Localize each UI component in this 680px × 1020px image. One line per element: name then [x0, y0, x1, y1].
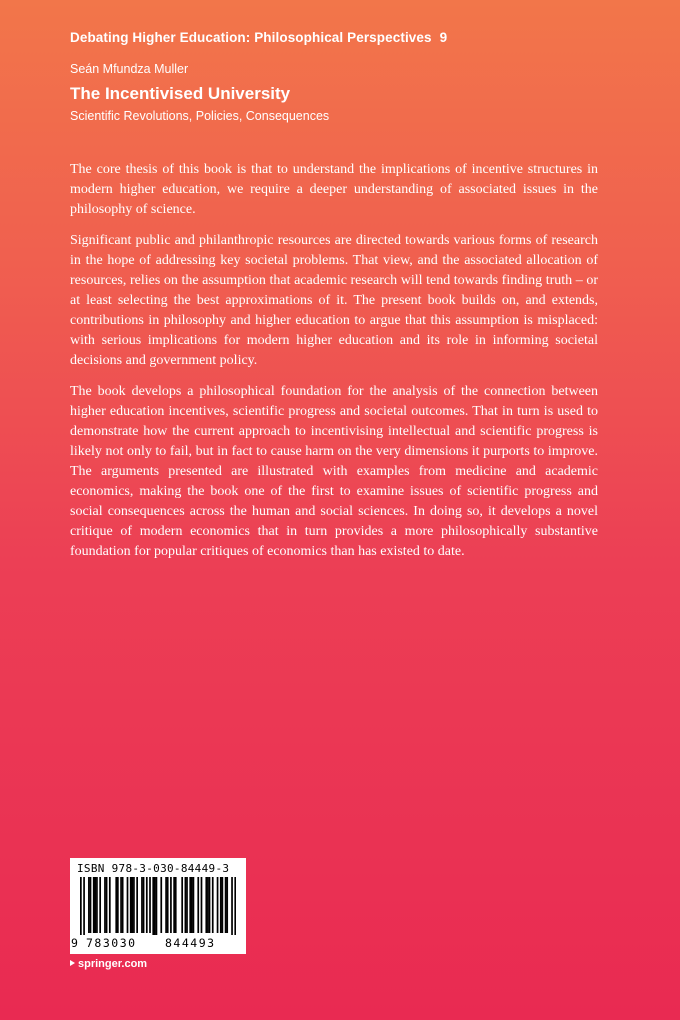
- barcode-bar: [152, 877, 154, 935]
- barcode-bar: [88, 877, 90, 933]
- barcode-bar: [94, 877, 96, 933]
- barcode-bar: [173, 877, 175, 933]
- arrow-right-icon: [70, 960, 75, 966]
- barcode-bar: [220, 877, 222, 933]
- blurb-paragraph-2: Significant public and philanthropic resources are directed towards various forms of research in the hope of addressing key societal problems. That view, and the associated allocation of resources, relies on the assumption that academic research will tend towards finding truth – or at least selecting the best approximations of it. The present book builds on, and extends, contributions in philosophy and higher education to argue that this assumption is misplaced: with serious implications for modern higher education and its role in informing societal decisions and government policy.: [70, 233, 598, 368]
- barcode-bar: [143, 877, 145, 933]
- barcode-bar: [106, 877, 108, 933]
- barcode-bar: [160, 877, 162, 933]
- publisher-url[interactable]: springer.com: [78, 958, 148, 970]
- author-name: Seán Mfundza Muller: [70, 62, 189, 76]
- barcode-bar: [141, 877, 143, 933]
- barcode-bar: [170, 877, 172, 933]
- barcode-bar: [117, 877, 119, 933]
- blurb-paragraph-3: The book develops a philosophical foundation for the analysis of the connection between higher education incentives, scientific progress and societal outcomes. That in turn is used to demonstrate how the current approach to incentivising intellectual and scientific progress is likely not only to fail, but in fact to cause harm on the very dimensions it purports to improve. The arguments presented are illustrated with examples from medicine and academic economics, making the book one of the first to examine issues of scientific progress and social consequences across the human and social sciences. In doing so, it develops a novel critique of modern economics that in turn provides a more philosophically substantive foundation for popular critiques of economics than has existed to date.: [70, 384, 598, 559]
- barcode-bar: [127, 877, 129, 933]
- series-title: [70, 30, 447, 45]
- barcode-bar: [99, 877, 101, 933]
- barcode-bar: [212, 877, 214, 933]
- barcode-bar: [193, 877, 195, 933]
- ean-right-digits: 844493: [165, 936, 216, 950]
- barcode-bar: [165, 877, 167, 933]
- barcode-bar: [80, 877, 82, 935]
- barcode-bar: [205, 877, 207, 933]
- barcode-bar: [131, 877, 133, 933]
- ean-first-digit: 9: [71, 936, 78, 950]
- barcode-bar: [96, 877, 98, 933]
- barcode-bar: [185, 877, 187, 933]
- isbn-barcode: [70, 858, 246, 954]
- barcode-bar: [133, 877, 135, 933]
- barcode-bar: [207, 877, 209, 933]
- barcode-bar: [83, 877, 85, 935]
- barcode-bar: [120, 877, 122, 933]
- barcode-bar: [181, 877, 183, 933]
- barcode-bar: [90, 877, 92, 933]
- barcode-bar: [154, 877, 156, 935]
- barcode-bar: [104, 877, 106, 933]
- barcode-bar: [136, 877, 138, 933]
- barcode-bar: [191, 877, 193, 933]
- barcode-bar: [93, 877, 95, 933]
- book-title: The Incentivised University: [70, 84, 291, 103]
- barcode-bar: [156, 877, 158, 935]
- barcode-bar: [109, 877, 111, 933]
- blurb-paragraph-1: The core thesis of this book is that to understand the implications of incentive structures in modern higher education, we require a deeper understanding of associated issues in the philosophy of science.: [70, 162, 598, 217]
- blurb-text: [70, 160, 598, 573]
- barcode-bar: [217, 877, 219, 933]
- isbn-label: ISBN 978-3-030-84449-3: [77, 862, 230, 875]
- ean-left-digits: 783030: [86, 936, 137, 950]
- barcode-bar: [209, 877, 211, 933]
- series-name: Debating Higher Education: Philosophical Perspectives: [70, 30, 432, 45]
- barcode-bar: [197, 877, 199, 933]
- barcode-bar: [225, 877, 227, 933]
- barcode-bar: [146, 877, 148, 933]
- barcode-bars: [80, 877, 236, 935]
- publisher-link[interactable]: [70, 958, 147, 970]
- barcode-bar: [149, 877, 151, 933]
- barcode-bar: [115, 877, 117, 933]
- series-number: 9: [439, 30, 448, 45]
- barcode-bar: [231, 877, 233, 935]
- barcode-bar: [175, 877, 177, 933]
- barcode-bar: [122, 877, 124, 933]
- barcode-bar: [186, 877, 188, 933]
- barcode-bar: [226, 877, 228, 933]
- barcode-bar: [189, 877, 191, 933]
- barcode-bar: [234, 877, 236, 935]
- barcode-bar: [201, 877, 203, 933]
- book-subtitle: Scientific Revolutions, Policies, Consequences: [70, 109, 330, 123]
- barcode-bar: [130, 877, 132, 933]
- barcode-bar: [167, 877, 169, 933]
- barcode-bar: [222, 877, 224, 933]
